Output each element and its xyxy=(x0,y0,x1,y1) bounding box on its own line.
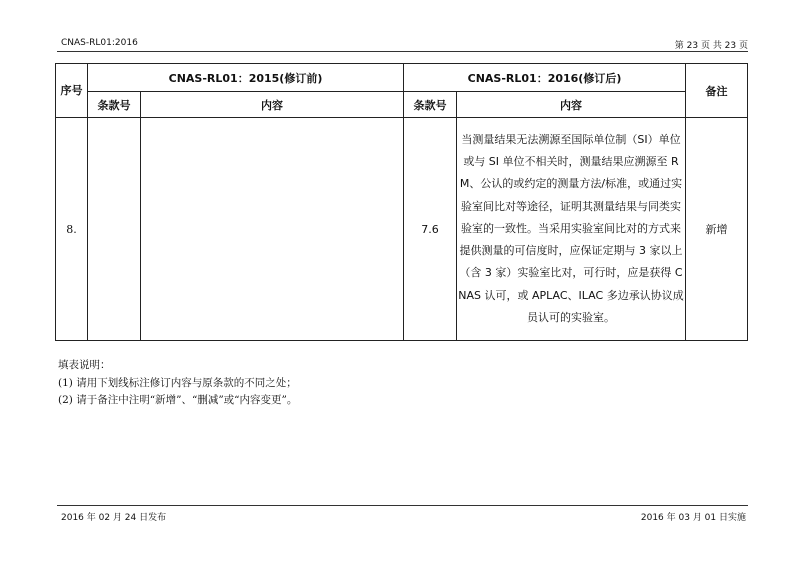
old-clause-header: 条款号 xyxy=(88,92,141,118)
table-subheader-row xyxy=(56,92,748,118)
table-header-row xyxy=(56,64,748,92)
new-content-header: 内容 xyxy=(457,92,686,118)
footer-divider xyxy=(57,505,748,506)
row-old-content xyxy=(141,118,404,341)
table-row xyxy=(56,118,748,341)
page-info: 第 23 页 共 23 页 xyxy=(674,41,748,51)
note-item: (2) 请于备注中注明“新增”、“删减”或“内容变更”。 xyxy=(58,394,298,406)
effective-date: 2016 年 03 月 01 日实施 xyxy=(640,513,746,523)
remark-header: 备注 xyxy=(686,64,748,118)
header-divider xyxy=(57,51,748,52)
document-id: CNAS-RL01:2016 xyxy=(61,38,138,48)
old-content-header: 内容 xyxy=(141,92,404,118)
fill-instructions xyxy=(58,357,297,410)
row-old-clause xyxy=(88,118,141,341)
row-new-content: 当测量结果无法溯源至国际单位制（SI）单位或与 SI 单位不相关时，测量结果应溯源至 RM、公认的或约定的测量方法/标准，或通过实验室间比对等途径，证明其测量结果与同类实验室的一致性。当采用实验室间比对的方式来提供测量的可信度时，应保证定期与 3 家以上（含 3 家）实验室比对，可行时，应是获得 CNAS 认可，或 APLAC、ILAC 多边承认协议成员认可的实验室。 xyxy=(457,118,686,341)
row-new-clause: 7.6 xyxy=(404,118,457,341)
new-clause-header: 条款号 xyxy=(404,92,457,118)
row-remark: 新增 xyxy=(686,118,748,341)
serial-header: 序号 xyxy=(56,64,88,118)
notes-title: 填表说明： xyxy=(58,359,111,371)
row-serial: 8. xyxy=(56,118,88,341)
note-item: (1) 请用下划线标注修订内容与原条款的不同之处； xyxy=(58,376,297,389)
new-version-header: CNAS-RL01：2016(修订后) xyxy=(404,64,686,92)
old-version-header: CNAS-RL01：2015(修订前) xyxy=(88,64,404,92)
issue-date: 2016 年 02 月 24 日发布 xyxy=(61,513,167,523)
revision-table xyxy=(55,63,748,341)
